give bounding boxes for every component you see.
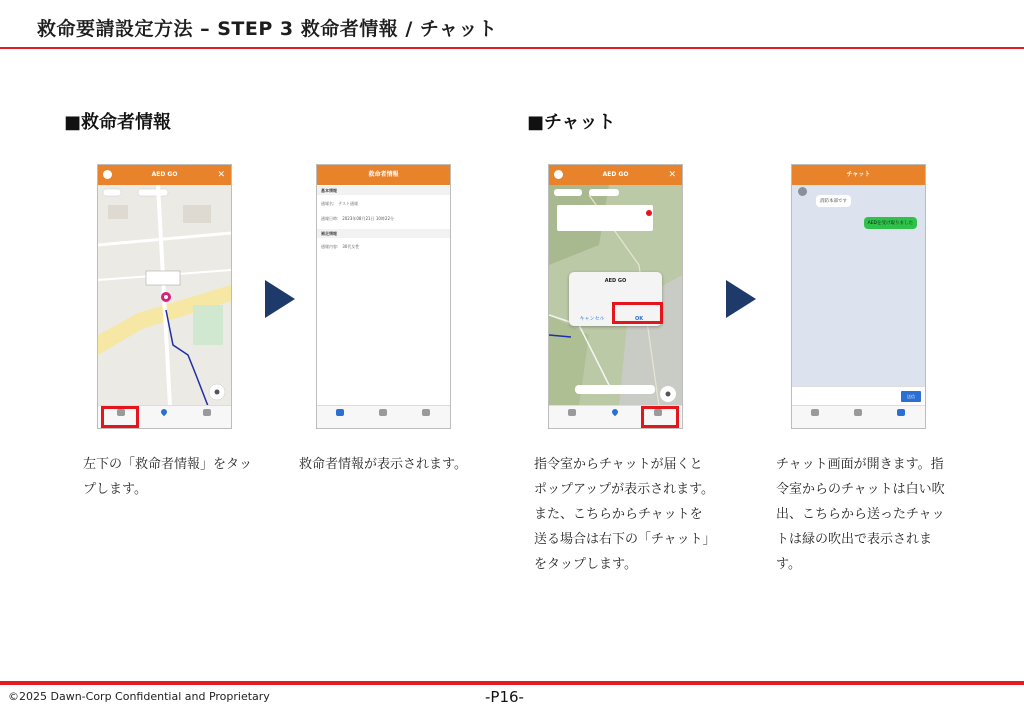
- chat-icon: [897, 409, 905, 416]
- info-card-icon: [568, 409, 576, 416]
- app-title: AED GO: [602, 171, 629, 178]
- caption-step-info-tap: 左下の「救命者情報」をタッ プします。: [83, 457, 253, 497]
- app-header: [549, 165, 682, 185]
- app-title: チャット: [846, 171, 871, 178]
- info-row: 通報内容: 30代女性: [321, 244, 360, 249]
- nav-chat: [411, 409, 441, 425]
- app-logo-icon: [103, 170, 112, 179]
- bottom-nav: [317, 405, 450, 428]
- message-input[interactable]: [797, 392, 892, 401]
- extra-info-heading: 補足情報: [317, 229, 450, 238]
- caption-step-chat-screen: チャット画面が開きます。指 令室からのチャットは白い吹 出、こちらから送ったチャッ トは緑の吹出で表示されま す。: [776, 457, 945, 572]
- nav-info-card: [557, 409, 587, 425]
- info-row: 通報名: テスト通報: [321, 201, 359, 206]
- chat-input-bar: [792, 386, 925, 407]
- nav-chat: [886, 409, 916, 425]
- nav-map: [843, 409, 873, 425]
- highlight-ok-button: [612, 302, 663, 324]
- map-pin-icon: [854, 409, 862, 416]
- info-card-icon: [336, 409, 344, 416]
- footer-divider: [0, 681, 1024, 685]
- nav-chat: [192, 409, 222, 425]
- page-title: 救命要請設定方法 – STEP 3 救命者情報 / チャット: [37, 18, 498, 40]
- app-logo-icon: [554, 170, 563, 179]
- copyright: ©2025 Dawn-Corp Confidential and Proprietary: [8, 690, 270, 703]
- close-icon: ✕: [668, 170, 676, 180]
- app-title: AED GO: [151, 171, 178, 178]
- nav-map: [368, 409, 398, 425]
- nav-info-card: [800, 409, 830, 425]
- highlight-info-tab: [101, 406, 139, 428]
- map-pin-icon: [160, 408, 168, 416]
- incoming-bubble: 消防本部です: [816, 195, 851, 207]
- page-number: -P16-: [485, 688, 524, 706]
- dialog-title: AED GO: [604, 278, 627, 284]
- nav-map: [149, 409, 179, 425]
- section-title-chat: ■チャット: [527, 112, 616, 133]
- basic-info-heading: 基本情報: [317, 186, 450, 195]
- app-header: [317, 165, 450, 185]
- dialog-ok-button[interactable]: OK: [634, 316, 644, 322]
- step-arrow-icon: [726, 280, 756, 318]
- app-header: [792, 165, 925, 185]
- bottom-nav: [792, 405, 925, 428]
- avatar-icon: [798, 187, 807, 196]
- app-title: 救命者情報: [368, 171, 399, 178]
- chat-icon: [203, 409, 211, 416]
- step-arrow-icon: [265, 280, 295, 318]
- send-button[interactable]: 送信: [901, 391, 921, 402]
- info-row: 通報日時: 2023年08月21日 10時22分: [321, 216, 394, 221]
- map-pin-icon: [379, 409, 387, 416]
- section-title-info: ■救命者情報: [64, 112, 172, 133]
- phone-screenshot-chat: [791, 164, 926, 429]
- close-icon: ✕: [217, 170, 225, 180]
- header-divider: [0, 47, 1024, 49]
- phone-screenshot-map: [97, 164, 232, 429]
- info-card-icon: [811, 409, 819, 416]
- chat-icon: [422, 409, 430, 416]
- dialog-cancel-button[interactable]: キャンセル: [579, 316, 605, 322]
- phone-screenshot-map-dialog: [548, 164, 683, 429]
- caption-step-chat-popup: 指令室からチャットが届くと ポップアップが表示されます。 また、こちらからチャットを 送る場合は右下の「チャット」 をタップします。: [534, 457, 716, 572]
- outgoing-bubble: AEDを受け取りました: [864, 217, 917, 229]
- nav-map: [600, 409, 630, 425]
- map-pin-icon: [611, 408, 619, 416]
- caption-step-info-shown: 救命者情報が表示されます。: [299, 457, 467, 472]
- highlight-chat-tab: [641, 406, 679, 428]
- map-view: [98, 185, 231, 406]
- chat-area: [792, 185, 925, 386]
- nav-info-card: [325, 409, 355, 425]
- phone-screenshot-info: [316, 164, 451, 429]
- app-header: [98, 165, 231, 185]
